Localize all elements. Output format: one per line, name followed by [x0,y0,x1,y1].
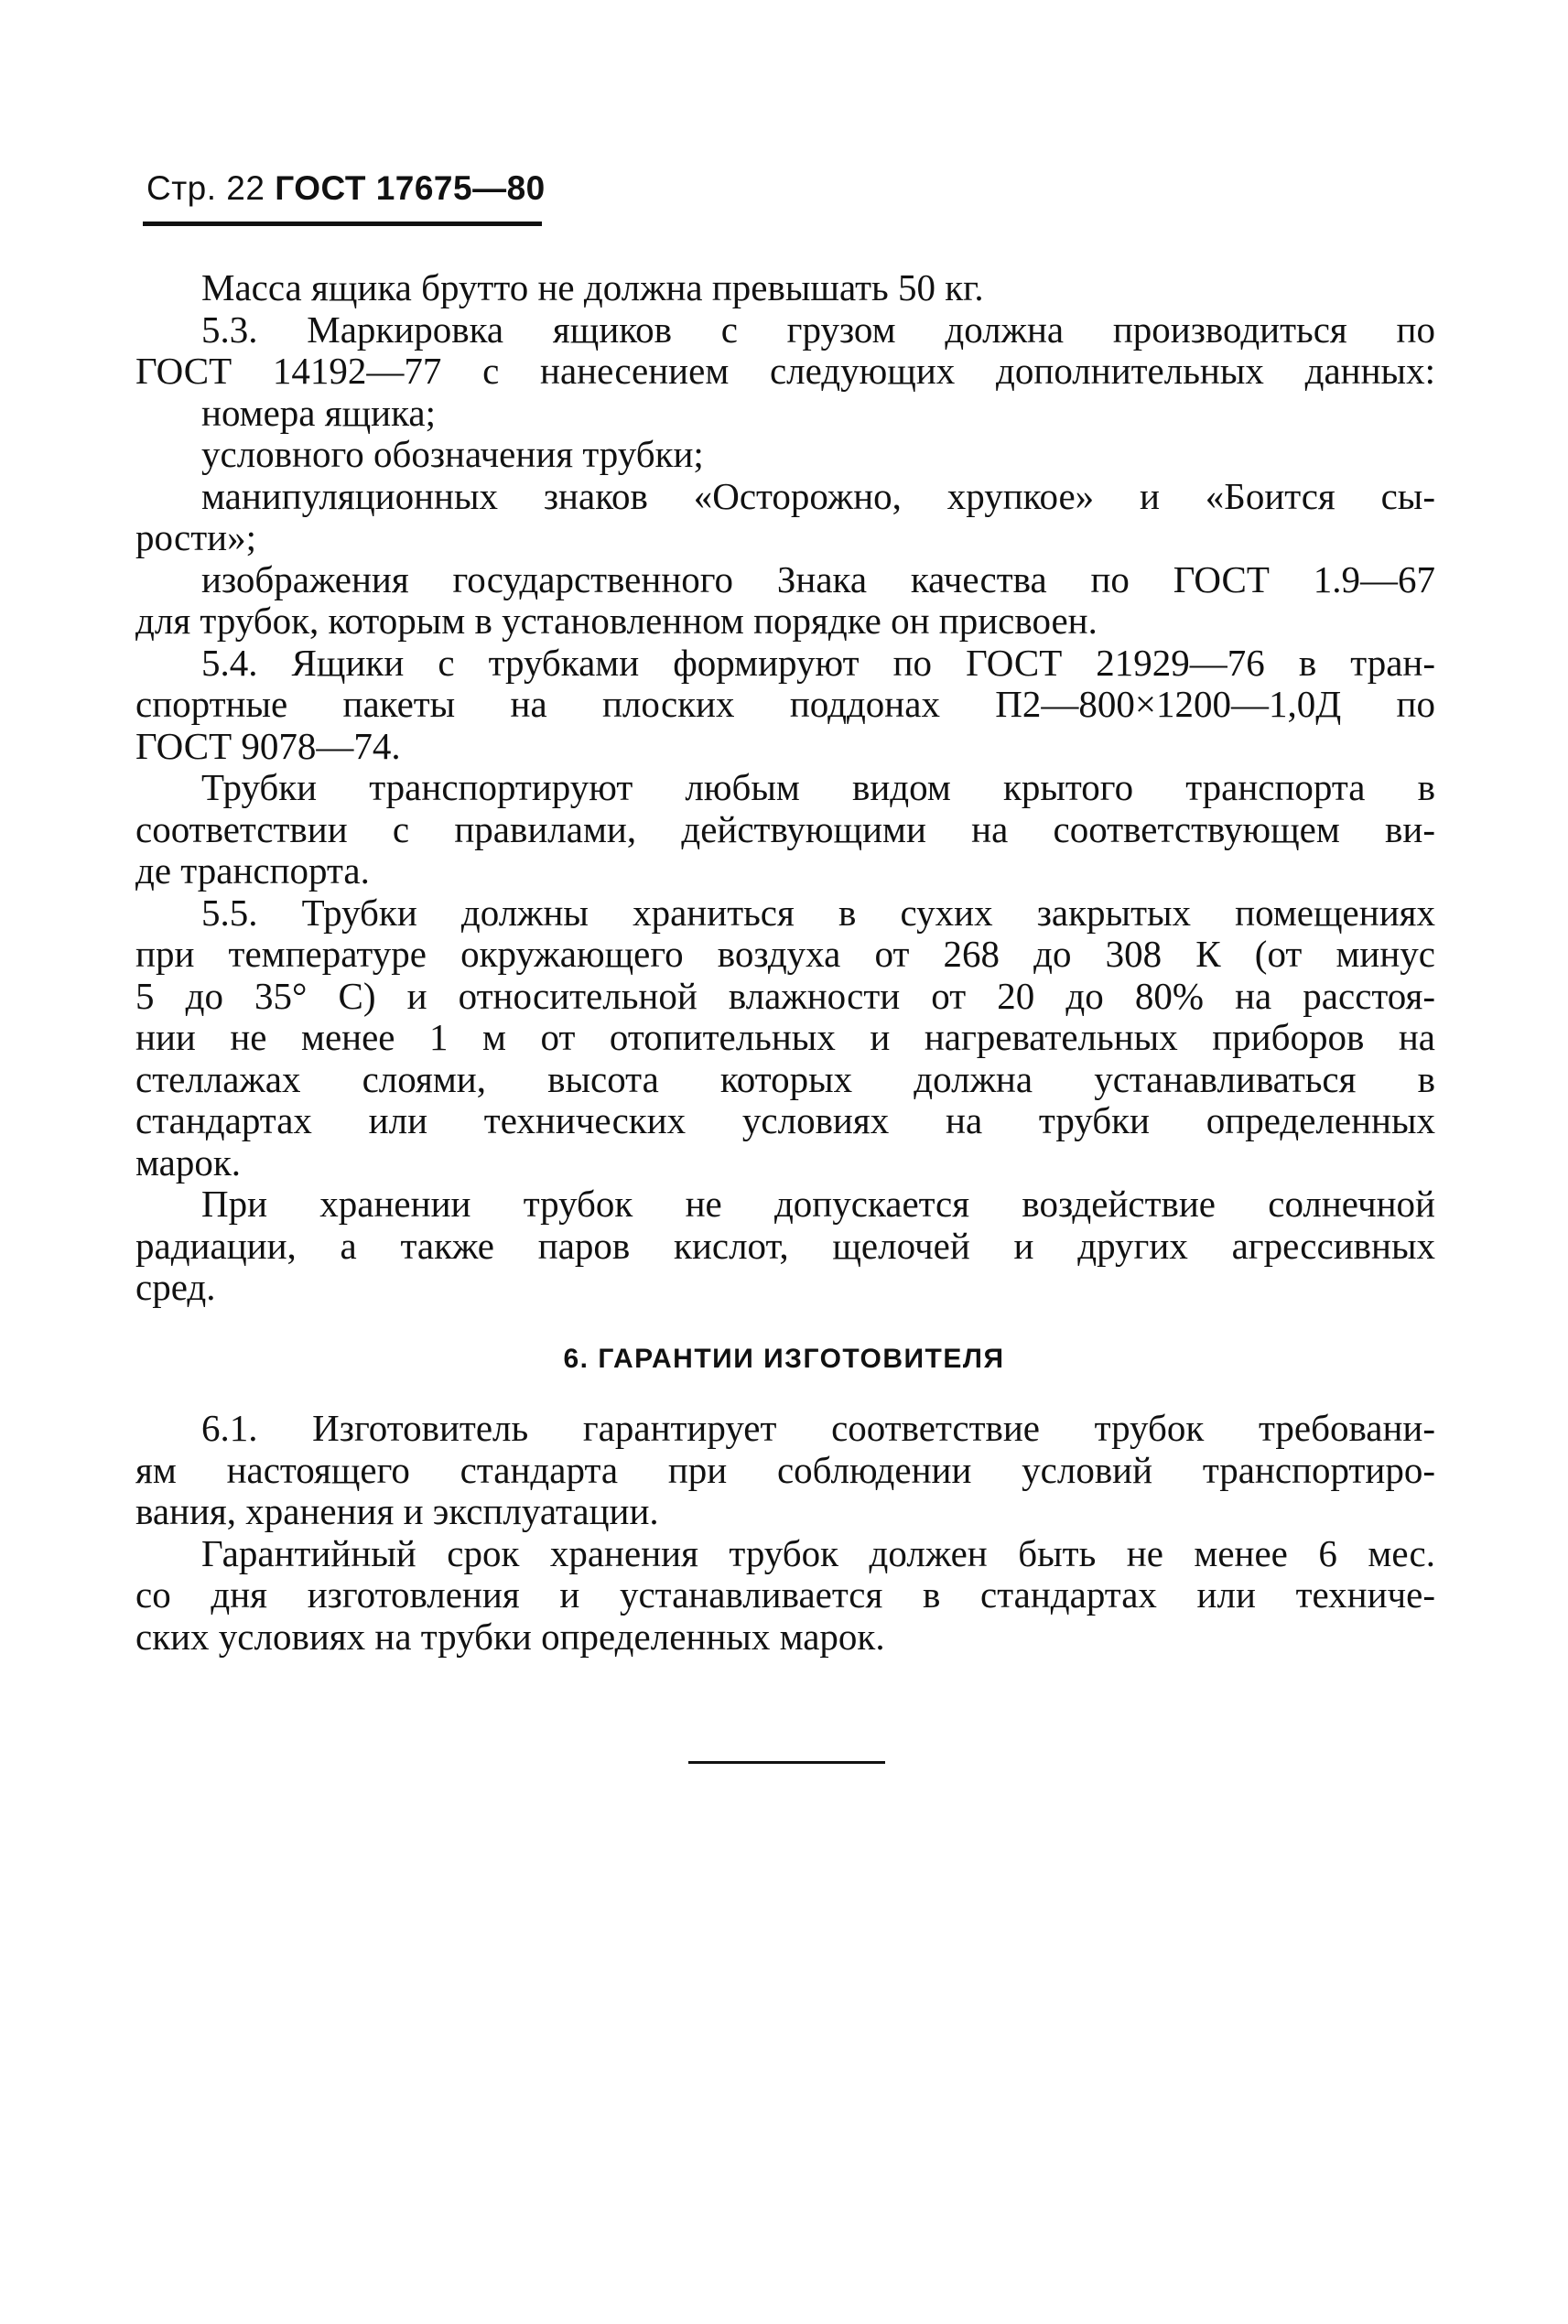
text-line: 5.3. Маркировка ящиков с грузом должна производиться по [201,308,1435,351]
text-line: сред. [135,1266,216,1308]
text-line: При хранении трубок не допускается воздействие солнечной [201,1183,1435,1225]
text-line: стеллажах слоями, высота которых должна устанавливаться в [135,1057,1435,1100]
text-line: Трубки транспортируют любым видом крытого транспорта в [201,766,1435,808]
text-line: номера ящика; [201,391,437,434]
text-line: 5.4. Ящики с трубками формируют по ГОСТ 21929—76 в тран- [201,641,1435,684]
text-line: при температуре окружающего воздуха от 268 до 308 К (от минус [135,933,1435,975]
text-line: стандартах или технических условиях на трубки определенных [135,1099,1435,1141]
text-line: марок. [135,1140,242,1184]
text-line: для трубок, которым в установленном порядке он присвоен. [135,600,1098,642]
text-line: спортные пакеты на плоских поддонах П2—800×1200—1,0Д по [135,683,1435,725]
text-line: манипуляционных знаков «Осторожно, хрупкое» и «Боится сы- [201,474,1435,517]
text-line: рости»; [135,516,256,558]
section-6-text [135,1408,1435,1658]
text-line: изображения государственного Знака качества по ГОСТ 1.9—67 [201,557,1435,600]
page-label: Стр. 22 [146,169,265,207]
text-line: 6.1. Изготовитель гарантирует соответствие трубок требовани- [201,1407,1435,1449]
text-line: 5.5. Трубки должны храниться в сухих закрытых помещениях [201,891,1435,934]
end-rule [688,1761,885,1764]
text-line: радиации, а также паров кислот, щелочей и других агрессивных [135,1224,1435,1267]
text-line: де транспорта. [135,849,370,892]
header-rule [143,222,542,226]
text-line: соответствии с правилами, действующими на соответствующем ви- [135,807,1435,850]
text-line: ям настоящего стандарта при соблюдении условий транспортиро- [135,1448,1435,1491]
text-line: условного обозначения трубки; [201,433,704,475]
text-line: ГОСТ 9078—74. [135,724,401,767]
running-header [146,169,546,208]
text-line: вания, хранения и эксплуатации. [135,1490,659,1532]
text-line: ских условиях на трубки определенных марок. [135,1615,885,1658]
text-line: Гарантийный срок хранения трубок должен быть не менее 6 мес. [201,1531,1435,1574]
text-line: со дня изготовления и устанавливается в стандартах или техниче- [135,1573,1435,1616]
standard-number: ГОСТ 17675—80 [275,169,546,207]
section-5-text [135,267,1435,1309]
text-line: 5 до 35° С) и относительной влажности от 20 до 80% на расстоя- [135,974,1435,1017]
text-line: ГОСТ 14192—77 с нанесением следующих дополнительных данных: [135,350,1435,392]
text-line: Масса ящика брутто не должна превышать 50 кг. [201,266,984,308]
text-line: нии не менее 1 м от отопительных и нагревательных приборов на [135,1016,1435,1058]
section-6-heading: 6. ГАРАНТИИ ИЗГОТОВИТЕЛЯ [563,1344,1005,1374]
